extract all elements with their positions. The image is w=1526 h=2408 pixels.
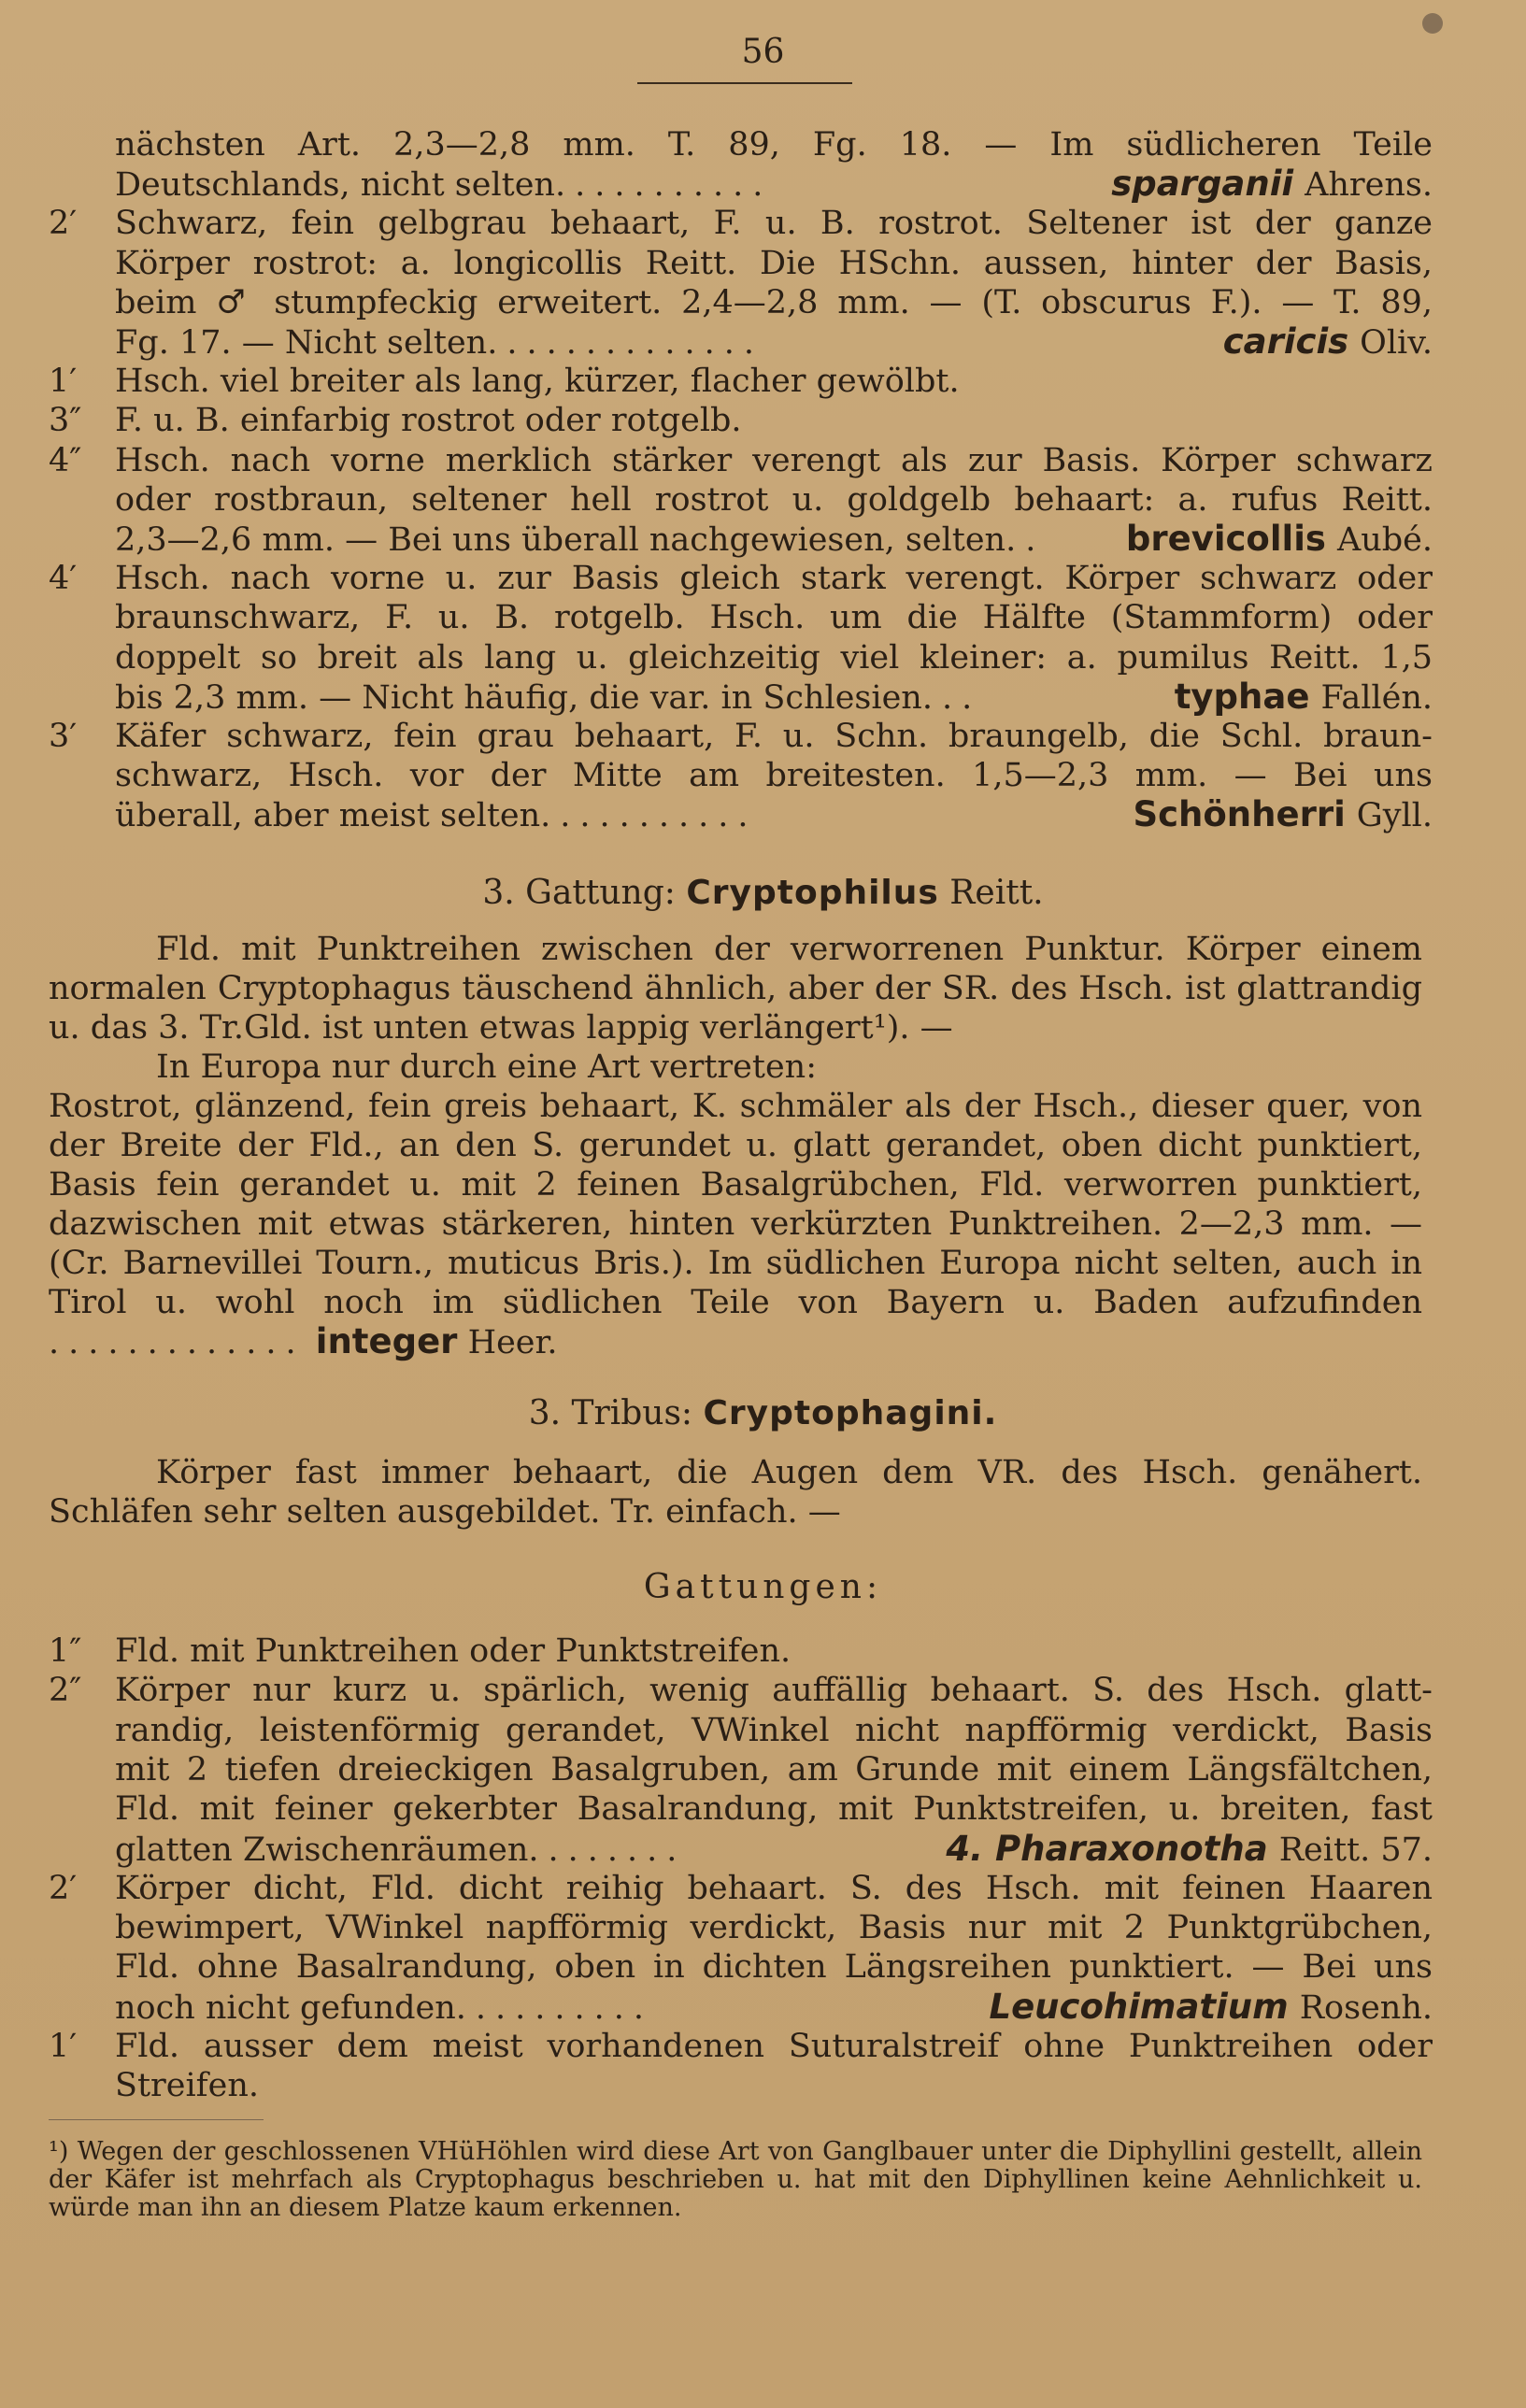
- line-text: noch nicht gefunden: [115, 1988, 456, 2027]
- species-description: [49, 1087, 1422, 1362]
- line-text: Fld. mit feiner gekerbter Basalrandung, mit Punktstreifen, u. breiten, fast: [115, 1790, 1433, 1829]
- key-couplet-number: 1′: [49, 2028, 78, 2065]
- text-line: [0, 361, 1526, 402]
- text-line: [0, 637, 1526, 678]
- text-line: [0, 519, 1526, 560]
- species-name: Schönherri: [1133, 794, 1346, 835]
- leader-dots: ...........: [540, 797, 758, 835]
- species-name: sparganii: [1111, 164, 1294, 205]
- line-text: schwarz, Hsch. vor der Mitte am breitesten. 1,5—2,3 mm. — Bei uns: [115, 757, 1433, 795]
- text-line: [0, 203, 1526, 244]
- text-line: [0, 677, 1526, 718]
- leader-dots: ..............: [487, 324, 763, 362]
- header-rule: [637, 82, 852, 84]
- key-couplet-number: 4′: [49, 560, 78, 598]
- text-line: [0, 440, 1526, 481]
- text-line: [0, 164, 1526, 205]
- text-line: [0, 1868, 1526, 1909]
- key-couplet-number: 1′: [49, 363, 78, 401]
- text-line: [0, 479, 1526, 520]
- text-line: [0, 2065, 1526, 2106]
- tribus-prefix: 3. Tribus:: [528, 1394, 693, 1432]
- tribus-text: Körper fast immer behaart, die Augen dem VR. des Hsch. genähert. Schläfen sehr selten ausgebildet. Tr. einfach. —: [49, 1454, 1422, 1531]
- leader-dots: ..: [1005, 521, 1046, 559]
- leader-dots: ...........: [554, 166, 773, 205]
- species-author: Rosenh.: [1299, 1988, 1433, 2027]
- species-dots: .............: [49, 1324, 306, 1361]
- line-text: randig, leistenförmig gerandet, VWinkel nicht napfförmig verdickt, Basis: [115, 1711, 1433, 1749]
- species-name: Leucohimatium: [989, 1986, 1289, 2027]
- text-line: [0, 321, 1526, 363]
- species-author: Heer.: [467, 1324, 558, 1361]
- text-line: [0, 1788, 1526, 1830]
- line-text: Hsch. nach vorne u. zur Basis gleich stark verengt. Körper schwarz oder: [115, 560, 1433, 598]
- genus-note: In Europa nur durch eine Art vertreten:: [156, 1048, 817, 1086]
- key-couplet-number: 2′: [49, 205, 78, 243]
- text-line: [0, 243, 1526, 284]
- text-line: [0, 558, 1526, 599]
- line-text: Käfer schwarz, fein grau behaart, F. u. Schn. braungelb, die Schl. braun-: [115, 718, 1433, 755]
- line-text: nächsten Art. 2,3—2,8 mm. T. 89, Fg. 18. — Im südlicheren Teile: [115, 126, 1433, 164]
- tribus-name: Cryptophagini.: [703, 1394, 998, 1432]
- text-line: [0, 400, 1526, 441]
- species-name: typhae: [1174, 676, 1310, 717]
- species-author: Ahrens.: [1305, 166, 1433, 205]
- line-text: braunschwarz, F. u. B. rotgelb. Hsch. um die Hälfte (Stammform) oder: [115, 599, 1433, 637]
- species-author: Aubé.: [1336, 521, 1433, 559]
- line-text: Hsch. nach vorne merklich stärker verengt als zur Basis. Körper schwarz: [115, 441, 1433, 479]
- species-name: integer: [315, 1321, 458, 1361]
- species-author: Fallén.: [1320, 678, 1433, 717]
- line-text: Streifen.: [115, 2067, 260, 2105]
- line-text: Fg. 17. — Nicht selten: [115, 324, 488, 362]
- line-text: Fld. mit Punktreihen oder Punktstreifen.: [115, 1632, 792, 1670]
- text-line: [0, 597, 1526, 638]
- genus-author: Reitt.: [949, 874, 1044, 912]
- gattungen-heading: Gattungen:: [643, 1568, 883, 1606]
- text-line: [0, 1710, 1526, 1751]
- text-line: [0, 1670, 1526, 1711]
- line-text: Körper nur kurz u. spärlich, wenig auffällig behaart. S. des Hsch. glatt-: [115, 1672, 1433, 1710]
- genus-heading-prefix: 3. Gattung:: [482, 874, 676, 912]
- line-text: oder rostbraun, seltener hell rostrot u. goldgelb behaart: a. rufus Reitt.: [115, 480, 1433, 519]
- leader-dots: ........: [528, 1831, 687, 1869]
- line-text: beim ♂ stumpfeckig erweitert. 2,4—2,8 mm. — (T. obscurus F.). — T. 89,: [115, 283, 1433, 321]
- line-text: F. u. B. einfarbig rostrot oder rotgelb.: [115, 402, 742, 440]
- text-line: [0, 1946, 1526, 1988]
- tribus-heading: [0, 1394, 1526, 1432]
- genus-description: [49, 930, 1422, 1047]
- text-line: [0, 1749, 1526, 1790]
- line-text: Deutschlands, nicht selten: [115, 166, 555, 205]
- text-line: [0, 716, 1526, 757]
- text-line: [0, 124, 1526, 165]
- species-desc-text: Rostrot, glänzend, fein greis behaart, K. schmäler als der Hsch., dieser quer, von der Breite der Fld., an den S. gerundet u. glatt gerandet, oben dicht punktiert, Basis fein gerandet u. mit 2 feinen Basalgrübchen, Fld. verworren punktiert, dazwischen mit etwas stärkeren, hinten verkürzten Punktreihen. 2—2,3 mm. — (Cr. Barnevillei Tourn., muticus Bris.). Im südlichen Europa nicht selten, auch in Tirol u. wohl noch im südlichen Teile von Bayern u. Baden aufzufinden: [49, 1088, 1422, 1321]
- ink-spot: [1422, 13, 1443, 34]
- line-text: Körper dicht, Fld. dicht reihig behaart. S. des Hsch. mit feinen Haaren: [115, 1869, 1433, 1907]
- leader-dots: ...: [921, 678, 982, 717]
- species-author: Gyll.: [1356, 797, 1433, 835]
- leader-dots: ..........: [455, 1988, 654, 2027]
- footnote-rule: [49, 2119, 264, 2120]
- text-line: [0, 2026, 1526, 2067]
- line-text: Schwarz, fein gelbgrau behaart, F. u. B. rostrot. Seltener ist der ganze: [115, 205, 1433, 243]
- line-text: glatten Zwischenräumen: [115, 1831, 529, 1869]
- text-line: [0, 1907, 1526, 1948]
- line-text: Fld. ohne Basalrandung, oben in dichten Längsreihen punktiert. — Bei uns: [115, 1948, 1433, 1987]
- key-couplet-number: 2′: [49, 1869, 78, 1907]
- line-text: bis 2,3 mm. — Nicht häufig, die var. in Schlesien: [115, 678, 922, 717]
- species-name: caricis: [1222, 321, 1349, 362]
- line-text: bewimpert, VWinkel napfförmig verdickt, Basis nur mit 2 Punktgrübchen,: [115, 1909, 1433, 1947]
- line-text: überall, aber meist selten: [115, 797, 541, 835]
- line-text: Körper rostrot: a. longicollis Reitt. Die HSchn. aussen, hinter der Basis,: [115, 244, 1433, 282]
- text-line: [0, 1987, 1526, 2028]
- text-line: [0, 1829, 1526, 1870]
- line-text: mit 2 tiefen dreieckigen Basalgruben, am Grunde mit einem Längsfältchen,: [115, 1750, 1433, 1788]
- line-text: Fld. ausser dem meist vorhandenen Suturalstreif ohne Punktreihen oder: [115, 2028, 1433, 2065]
- key-couplet-number: 4″: [49, 441, 82, 479]
- line-text: Hsch. viel breiter als lang, kürzer, flacher gewölbt.: [115, 363, 960, 401]
- genus-heading: [0, 874, 1526, 912]
- footnote: ¹) Wegen der geschlossenen VHüHöhlen wird diese Art von Ganglbauer unter die Diphyllini gestellt, allein der Käfer ist mehrfach als Cryptophagus beschrieben u. hat mit den Diphyllinen keine Aehnlichkeit u. würde man ihn an diesem Platze kaum erkennen.: [49, 2137, 1422, 2222]
- species-name: 4. Pharaxonotha: [946, 1828, 1268, 1869]
- line-text: 2,3—2,6 mm. — Bei uns überall nachgewiesen, selten: [115, 521, 1006, 559]
- text-line: [0, 755, 1526, 796]
- page-number: 56: [741, 33, 785, 71]
- line-text: doppelt so breit als lang u. gleichzeitig viel kleiner: a. pumilus Reitt. 1,5: [115, 638, 1433, 677]
- key-couplet-number: 3″: [49, 402, 82, 440]
- key-couplet-number: 2″: [49, 1672, 82, 1710]
- species-author: Oliv.: [1360, 324, 1433, 362]
- tribus-description: [49, 1453, 1422, 1532]
- genus-text: Fld. mit Punktreihen zwischen der verworrenen Punktur. Körper einem normalen Cryptophagus täuschend ähnlich, aber der SR. des Hsch. ist glattrandig u. das 3. Tr.Gld. ist unten etwas lappig verlängert¹). —: [49, 931, 1422, 1047]
- genus-name: Cryptophilus: [686, 874, 939, 912]
- species-name: brevicollis: [1125, 519, 1326, 559]
- key-couplet-number: 3′: [49, 718, 78, 755]
- text-line: [0, 1631, 1526, 1672]
- text-line: [0, 282, 1526, 323]
- key-couplet-number: 1″: [49, 1632, 82, 1670]
- text-line: [0, 794, 1526, 835]
- species-author: Reitt. 57.: [1278, 1831, 1433, 1869]
